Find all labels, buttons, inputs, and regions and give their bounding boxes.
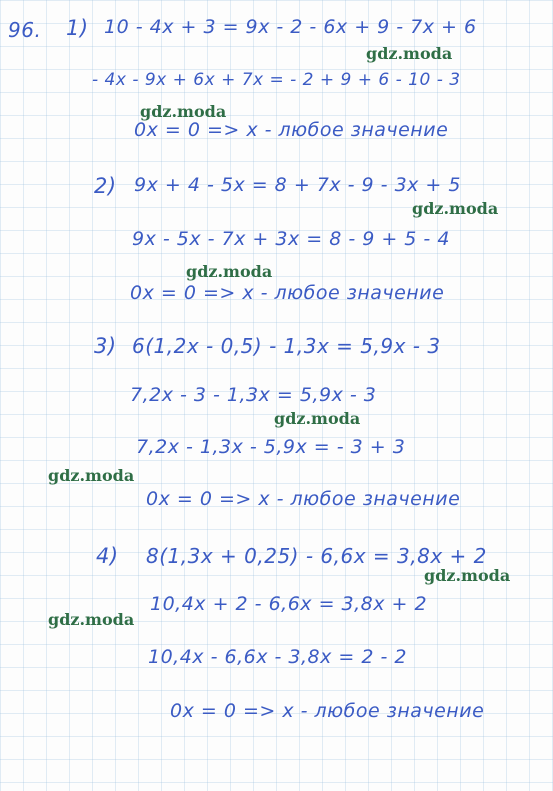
part-2-line-2: 9x - 5x - 7x + 3x = 8 - 9 + 5 - 4 (132, 228, 450, 250)
part-2-line-1: 9x + 4 - 5x = 8 + 7x - 9 - 3x + 5 (134, 174, 461, 196)
part-1-label: 1) (66, 16, 89, 40)
watermark: gdz.moda (48, 610, 135, 629)
part-1-line-1: 10 - 4x + 3 = 9x - 2 - 6x + 9 - 7x + 6 (104, 16, 477, 38)
part-4-line-1: 8(1,3x + 0,25) - 6,6x = 3,8x + 2 (146, 544, 487, 568)
watermark: gdz.moda (412, 199, 499, 218)
part-2-line-3: 0x = 0 => x - любое значение (130, 282, 445, 304)
watermark: gdz.moda (140, 102, 227, 121)
part-3-line-2: 7,2x - 3 - 1,3x = 5,9x - 3 (130, 384, 377, 406)
watermark: gdz.moda (366, 44, 453, 63)
part-3-label: 3) (94, 334, 117, 358)
watermark: gdz.moda (274, 409, 361, 428)
part-3-line-4: 0x = 0 => x - любое значение (146, 488, 461, 510)
watermark: gdz.moda (424, 566, 511, 585)
part-3-line-1: 6(1,2x - 0,5) - 1,3x = 5,9x - 3 (132, 334, 441, 358)
watermark: gdz.moda (186, 262, 273, 281)
task-number: 96. (8, 18, 42, 42)
part-3-line-3: 7,2x - 1,3x - 5,9x = - 3 + 3 (136, 436, 406, 458)
part-4-line-4: 0x = 0 => x - любое значение (170, 700, 485, 722)
part-1-line-2: - 4x - 9x + 6x + 7x = - 2 + 9 + 6 - 10 - 3 (92, 70, 461, 90)
part-4-label: 4) (96, 544, 119, 568)
part-2-label: 2) (94, 174, 117, 198)
part-4-line-3: 10,4x - 6,6x - 3,8x = 2 - 2 (148, 646, 407, 668)
part-1-line-3: 0x = 0 => x - любое значение (134, 119, 449, 141)
watermark: gdz.moda (48, 466, 135, 485)
part-4-line-2: 10,4x + 2 - 6,6x = 3,8x + 2 (150, 593, 428, 615)
